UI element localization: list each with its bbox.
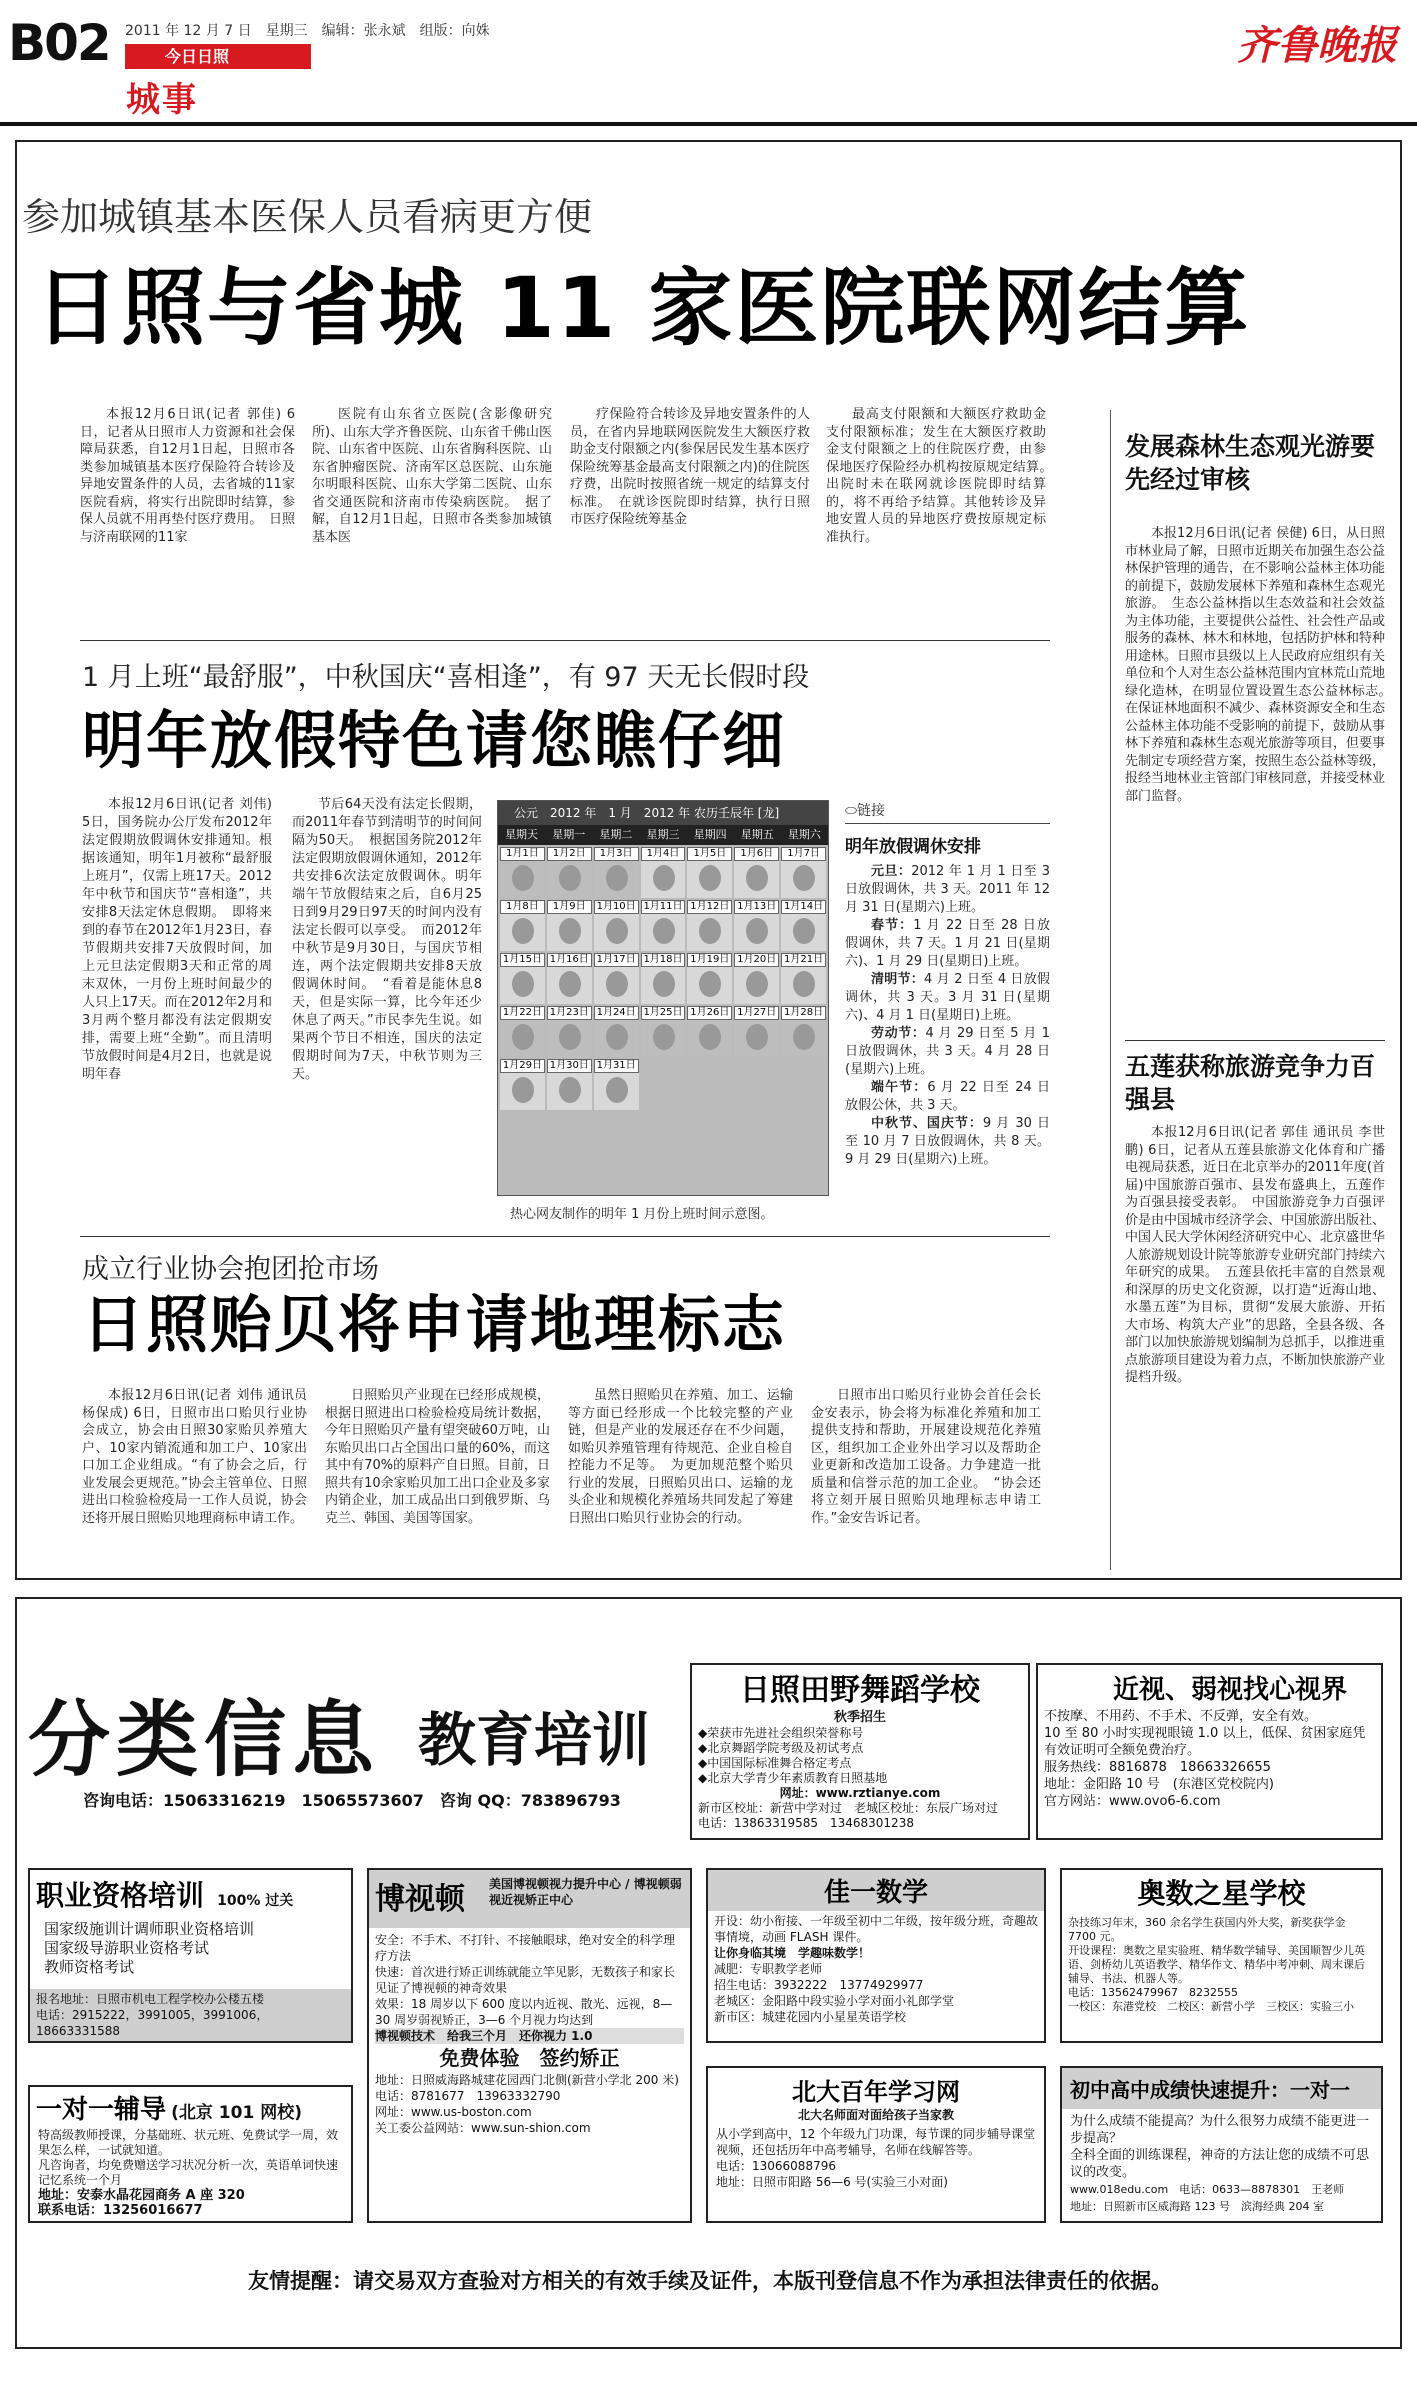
ad-jiayi-title: 佳一数学 [708, 1870, 1044, 1911]
ad-line: 网址：www.us-boston.com [375, 2105, 532, 2119]
article3-kicker: 成立行业协会抱团抢市场 [82, 1254, 379, 1285]
calendar-day [547, 847, 592, 898]
ad-dance-school [690, 1663, 1030, 1840]
cartoon-figure-icon [559, 918, 581, 944]
calendar-day-label: 1月22日 [500, 1006, 545, 1020]
holiday-name: 劳动节： [871, 1026, 926, 1041]
cartoon-figure-icon [606, 1024, 628, 1050]
side1-body-text: 本报12月6日讯(记者 侯健) 6日，从日照市林业局了解，日照市近期关布加强生态公益林保护管理的通告，在不影响公益林主体功能的前提下，鼓励发展林下养殖和森林生态观光旅游。 生态公益林指以生态效益和社会效益为主体功能，主要提供公益性、社会性产品或服务的森林、林木和林地，包括防护林和特种用途林。日照市县级以上人民政府应组织有关单位和个人对生态公益林范围内宜林荒山荒地绿化造林，在明显位置设置生态公益林标志。 在保证林地面积不减少、森林资源安全和生态公益林主体功能不受影响的前提下，鼓励从事林下养殖和森林生态观光旅游等项目，但要事先制定专项经营方案，按照生态公益林等级，报经当地林业主管部门审核同意，并接受林业部门监督。 [1125, 526, 1399, 804]
holiday-name: 清明节： [871, 972, 925, 987]
ad-line: ◆荣获市先进社会组织荣誉称号 [698, 1726, 864, 1740]
article2-headline: 明年放假特色请您瞧仔细 [82, 704, 787, 777]
ad-mathstar-title: 奥数之星学校 [1137, 1877, 1306, 1910]
ad-line: 联系电话：13256016677 [38, 2203, 203, 2218]
cartoon-figure-icon [793, 971, 815, 997]
ad-line: 电话：2915222，3991005，3991006，18663331588 [36, 2008, 269, 2038]
side2-body-text: 本报12月6日讯(记者 郭佳 通讯员 李世鹏) 6日，记者从五莲县旅游文化体育和广播电视局获悉，近日在北京举办的2011年度(首届)中国旅游百强市、县发布盛典上，五莲作为百强县接受表彰。 中国旅游竞争力百强评价是由中国城市经济学会、中国旅游出版社、中国人民大学休闲经济研究中心、北京盛世华人旅游规划设计院等旅游专业研究部门持续六年研究的成果。 五莲县依托丰富的自然景观和深厚的历史文化资源，以打造“近海山地、水墨五莲”为目标，贯彻“发展大旅游、开拓大市场、构筑大产业”的思路，全县各级、各部门以加快旅游规划编制为总抓手，以推进重点旅游项目建设为着力点，不断加快旅游产业提档升级。 [1125, 1125, 1386, 1385]
ad-career-title: 职业资格培训 [36, 1879, 205, 1912]
article3-col1-text: 本报12月6日讯(记者 刘伟 通讯员 杨保成) 6日，日照市出口贻贝行业协会成立，协会由日照30家贻贝养殖大户、10家内销流通和加工户、10家出口加工企业组成。“有了协会之后，行业发展会更规范。”协会主管单位、日照进出口检验检疫局一工作人员说，协会还将开展日照贻贝地理商标申请工作。 [82, 1388, 307, 1526]
legal-notice: 友情提醒：请交易双方查验对方相关的有效手续及证件，本版刊登信息不作为承担法律责任的依据。 [248, 2269, 1172, 2293]
holiday-name: 春节： [871, 918, 914, 933]
ad-grades-title: 初中高中成绩快速提升：一对一 [1062, 2068, 1381, 2109]
calendar-day [500, 900, 545, 951]
calendar-day-label: 1月8日 [500, 900, 545, 914]
cartoon-figure-icon [559, 1024, 581, 1050]
ad-vision-title: 近视、弱视找心视界 [1113, 1675, 1348, 1705]
cartoon-figure-icon [699, 918, 721, 944]
article1-rule [80, 640, 1050, 641]
ad-one-on-one [28, 2085, 353, 2223]
calendar-dayname: 星期二 [599, 828, 633, 841]
ad-line: 地址：日照威海路城建花园西门北侧(新营小学北 200 米) [375, 2073, 679, 2087]
calendar-dayname: 星期天 [505, 828, 539, 841]
article1-col2-text: 医院有山东省立医院(含影像研究所)、山东大学齐鲁医院、山东省千佛山医院、山东省中医院、山东省胸科医院、山东省肿瘤医院、济南军区总医院、山东施尔明眼科医院、山东大学第二医院、山东省交通医院和济南市传染病医院。 据了解，自12月1日起，日照市各类参加城镇基本医 [312, 407, 552, 545]
link-title: 明年放假调休安排 [845, 837, 981, 857]
section-name: 城事 [126, 80, 198, 120]
calendar-day [734, 1006, 779, 1057]
calendar-dayname: 星期一 [552, 828, 586, 841]
holiday-item [845, 863, 1050, 917]
article1-col3 [570, 406, 810, 529]
calendar-day-label: 1月13日 [734, 900, 779, 914]
ad-career-head [30, 1870, 351, 1918]
calendar-day-label: 1月29日 [500, 1059, 545, 1073]
ad-line: 国家级导游职业资格考试 [44, 1939, 210, 1957]
holiday-link-box [845, 800, 1050, 1169]
ad-boston-title: 博视顿 [375, 1882, 465, 1917]
ad-line: ◆北京舞蹈学院考级及初试考点 [698, 1741, 864, 1755]
calendar-day [734, 953, 779, 1004]
calendar-day-label: 1月31日 [594, 1059, 639, 1073]
ad-line: 关工委公益网站：www.sun-shion.com [375, 2121, 591, 2135]
calendar-day-label: 1月17日 [594, 953, 639, 967]
calendar-day-label: 1月25日 [641, 1006, 686, 1020]
calendar-day [781, 953, 826, 1004]
calendar-day-label: 1月14日 [781, 900, 826, 914]
ad-peking-sub: 北大名师面对面给孩子当家教 [797, 2108, 954, 2122]
calendar-day [781, 1006, 826, 1057]
calendar-day [500, 1006, 545, 1057]
cartoon-figure-icon [512, 1024, 534, 1050]
ad-line: ◆北京大学青少年素质教育日照基地 [698, 1771, 888, 1785]
cartoon-figure-icon [512, 865, 534, 891]
ad-one-head [30, 2087, 351, 2128]
calendar-dayname: 星期五 [740, 828, 774, 841]
ad-line: 让你身临其境 学趣味数学！ [714, 1946, 871, 1960]
ad-dance-sub: 秋季招生 [833, 1710, 886, 1725]
calendar-day [641, 953, 686, 1004]
article3-col2 [325, 1387, 550, 1527]
ad-line: 地址：金阳路 10 号 (东港区党校院内) [1044, 1777, 1274, 1792]
ad-line: 服务热线：8816878 18663326655 [1044, 1760, 1271, 1775]
ad-line: 网址：www.rztianye.com [779, 1786, 941, 1800]
article1-headline: 日照与省城 11 家医院联网结算 [35, 259, 1251, 357]
cartoon-figure-icon [746, 918, 768, 944]
ad-boston-lines [369, 1928, 690, 2140]
ad-one-title: 一对一辅导 [36, 2095, 167, 2125]
calendar-day-label: 1月10日 [594, 900, 639, 914]
ad-line: 减肥：专职教学老师 [714, 1962, 823, 1976]
calendar-day [594, 1006, 639, 1057]
ad-boston-sub: 美国博视顿视力提升中心 / 博视顿弱视近视矫正中心 [489, 1877, 682, 1907]
article1-col2 [312, 406, 552, 546]
ad-career-lines [30, 1918, 351, 1979]
ad-line: 为什么成绩不能提高？为什么很努力成绩不能更进一步提高？ [1070, 2114, 1370, 2146]
article3-col3-text: 虽然日照贻贝在养殖、加工、运输等方面已经形成一个比较完整的产业链，但是产业的发展还存在不少问题，如贻贝养殖管理有待规范、企业自检自控能力不足等。 为更加规范整个贻贝行业的发展，日照贻贝出口、运输的龙头企业和规模化养殖场共同发起了筹建日照出口贻贝行业协会的行动。 [568, 1388, 793, 1526]
ad-line: 新市区：城建花园内小星星英语学校 [714, 2010, 907, 2024]
calendar-day [547, 953, 592, 1004]
calendar-day [500, 1059, 545, 1110]
ad-one-sub: (北京 101 网校) [171, 2103, 302, 2123]
ad-one-lines [30, 2128, 351, 2218]
ad-line: 电话：13066088796 [716, 2159, 836, 2173]
holiday-name: 中秋节、国庆节： [871, 1116, 983, 1131]
calendar-day-label: 1月30日 [547, 1059, 592, 1073]
ad-line: 快速：首次进行矫正训练就能立竿见影，无数孩子和家长见证了博视顿的神奇效果 [375, 1965, 676, 1995]
side-rule [1125, 1040, 1385, 1041]
calendar-day-label: 1月4日 [641, 847, 686, 861]
ad-line: 电话：8781677 13963332790 [375, 2089, 561, 2103]
ad-line: 地址：安泰水晶花园商务 A 座 320 [38, 2188, 245, 2203]
calendar-day [781, 900, 826, 951]
ad-line: 杂技练习年末，360 余名学生获国内外大奖，新奖获学金 7700 元。 [1068, 1916, 1346, 1943]
calendar-day-label: 1月26日 [687, 1006, 732, 1020]
holiday-item [845, 1025, 1050, 1079]
cartoon-figure-icon [699, 1024, 721, 1050]
cartoon-figure-icon [606, 1077, 628, 1103]
holiday-item [845, 1079, 1050, 1115]
cartoon-figure-icon [653, 865, 675, 891]
holiday-calendar [497, 800, 829, 1196]
cartoon-figure-icon [606, 918, 628, 944]
calendar-day-label: 1月19日 [687, 953, 732, 967]
calendar-header: 公元 2012 年 1 月 2012 年 农历壬辰年 [龙] [498, 801, 828, 825]
ad-line: 招生电话：3932222 13774929977 [714, 1978, 924, 1992]
ad-grades-lines [1062, 2109, 1381, 2219]
calendar-day [641, 1006, 686, 1057]
holiday-text: 4 月 2 日至 4 日放假调休，共 3 天。3 月 31 日(星期六)、4 月 1 日(星期日)上班。 [845, 972, 1050, 1023]
link-label [845, 800, 1050, 824]
ad-dance-title: 日照田野舞蹈学校 [740, 1673, 980, 1708]
article3-col4 [811, 1387, 1041, 1527]
article2-col1 [82, 796, 272, 1084]
cartoon-figure-icon [793, 865, 815, 891]
cartoon-figure-icon [512, 918, 534, 944]
holiday-text: 6 月 22 日至 24 日放假公休，共 3 天。 [845, 1080, 1050, 1113]
ad-vision [1036, 1663, 1383, 1840]
cartoon-figure-icon [559, 971, 581, 997]
cartoon-figure-icon [746, 971, 768, 997]
calendar-day [594, 1059, 639, 1110]
ad-line: 免费体验 签约矫正 [439, 2046, 620, 2070]
cartoon-figure-icon [653, 918, 675, 944]
calendar-day-label: 1月11日 [641, 900, 686, 914]
ad-line: 全科全面的训练课程，神奇的方法让您的成绩不可思议的改变。 [1070, 2148, 1370, 2180]
cartoon-figure-icon [746, 865, 768, 891]
holiday-text: 4 月 29 日至 5 月 1 日放假调休，共 3 天。4 月 28 日(星期六)上班。 [845, 1026, 1050, 1077]
cartoon-figure-icon [606, 865, 628, 891]
article2-rule [80, 1236, 1050, 1237]
calendar-day-label: 1月16日 [547, 953, 592, 967]
holiday-item [845, 1115, 1050, 1169]
ad-peking [706, 2066, 1046, 2223]
ad-line: 不按摩、不用药、不手术、不反弹，安全有效。 [1044, 1709, 1318, 1724]
link-icon: ⬭ [845, 803, 857, 819]
ad-line: 报名地址：日照市机电工程学校办公楼五楼 [36, 1992, 265, 2006]
article1-col4 [826, 406, 1060, 546]
cartoon-figure-icon [699, 971, 721, 997]
article2-kicker: 1 月上班“最舒服”，中秋国庆“喜相逢”，有 97 天无长假时段 [82, 662, 810, 693]
holiday-item [845, 917, 1050, 971]
calendar-day [594, 847, 639, 898]
calendar-day [641, 847, 686, 898]
article2-col2 [292, 796, 482, 1084]
cartoon-figure-icon [793, 1024, 815, 1050]
banner-phone: 咨询电话：15063316219 15065573607 咨询 QQ：783896793 [83, 1791, 621, 1810]
cartoon-figure-icon [746, 1024, 768, 1050]
calendar-day-label: 1月23日 [547, 1006, 592, 1020]
banner-big: 分类信息 [28, 1693, 381, 1788]
calendar-day [687, 847, 732, 898]
article1-kicker: 参加城镇基本医保人员看病更方便 [22, 195, 593, 239]
ad-line: 地址：日照市阳路 56—6 号(实验三小对面) [716, 2175, 948, 2189]
article1-col1 [80, 406, 295, 546]
holiday-name: 端午节： [871, 1080, 928, 1095]
ad-jiayi-math [706, 1868, 1046, 2043]
ad-boston [367, 1868, 692, 2223]
calendar-day-label: 1月9日 [547, 900, 592, 914]
ad-line: 国家级施训计调师职业资格培训 [44, 1920, 255, 1938]
calendar-day [734, 847, 779, 898]
side2-body [1125, 1124, 1385, 1387]
calendar-day [500, 847, 545, 898]
calendar-day [641, 900, 686, 951]
ad-career [28, 1868, 353, 2043]
ad-line: 开设课程：奥数之星实验班、精华数学辅导、美国顺智少儿英语、剑桥幼儿英语教学、精华作文、精华中考冲刺、周末课后辅导、书法、机器人等。 [1068, 1944, 1365, 1985]
holiday-text: 1 月 22 日至 28 日放假调休，共 7 天。1 月 21 日(星期六)、1 月 29 日(星期日)上班。 [845, 918, 1050, 969]
ad-line: 一校区：东港党校 二校区：新营小学 三校区：实验三小 [1068, 2000, 1354, 2013]
calendar-day-label: 1月12日 [687, 900, 732, 914]
ad-dance-lines [692, 1726, 1028, 1831]
ad-line: 新市区校址：新营中学对过 老城区校址：东辰广场对过 [698, 1801, 999, 1815]
calendar-day-label: 1月27日 [734, 1006, 779, 1020]
ad-line: 教师资格考试 [44, 1958, 135, 1976]
header-rule [0, 122, 1417, 126]
article3-col1 [82, 1387, 307, 1527]
calendar-day [687, 953, 732, 1004]
calendar-day-label: 1月24日 [594, 1006, 639, 1020]
article3-headline: 日照贻贝将申请地理标志 [82, 1288, 787, 1361]
cartoon-figure-icon [653, 971, 675, 997]
cartoon-figure-icon [512, 971, 534, 997]
calendar-day-label: 1月20日 [734, 953, 779, 967]
calendar-dayname: 星期三 [646, 828, 680, 841]
calendar-dayname: 星期六 [787, 828, 821, 841]
ad-line: 电话：13863319585 13468301238 [698, 1816, 914, 1830]
cartoon-figure-icon [606, 971, 628, 997]
ad-career-sub: 100% 过关 [217, 1893, 294, 1909]
article1-col1-text: 本报12月6日讯(记者 郭佳) 6日，记者从日照市人力资源和社会保障局获悉，自12月1日起，日照市各类参加城镇基本医疗保险符合转诊及异地安置条件的人员，去省城的11家医院看病，将实行出院即时结算，参保人员就不用再垫付医疗费用。 日照与济南联网的11家 [80, 407, 295, 545]
ad-mathstar-lines [1062, 1914, 1381, 2016]
ad-line: 从小学到高中，12 个年级九门功课，每节课的同步辅导课堂视频，还包括历年中高考辅导，名师在线解答等。 [716, 2127, 1036, 2157]
calendar-daynames [498, 825, 828, 845]
calendar-day-label: 1月28日 [781, 1006, 826, 1020]
holiday-list [845, 863, 1050, 1169]
side1-body [1125, 525, 1399, 805]
calendar-day-label: 1月3日 [594, 847, 639, 861]
calendar-day-label: 1月15日 [500, 953, 545, 967]
calendar-day-label: 1月1日 [500, 847, 545, 861]
calendar-day [781, 847, 826, 898]
calendar-day-label: 1月5日 [687, 847, 732, 861]
calendar-day-label: 1月21日 [781, 953, 826, 967]
ad-jiayi-lines [708, 1911, 1044, 2027]
ad-line: 电话：13562479967 8232555 [1068, 1986, 1238, 1999]
calendar-day [500, 953, 545, 1004]
calendar-day-label: 1月18日 [641, 953, 686, 967]
calendar-day [547, 1059, 592, 1110]
ad-vision-lines [1038, 1708, 1381, 1810]
ad-line: www.018edu.com 电话：0633—8878301 王老师 [1070, 2183, 1345, 2196]
holiday-item [845, 971, 1050, 1025]
calendar-day [547, 1006, 592, 1057]
ad-line: 特高级教师授课，分基础班、状元班、免费试学一周，效果怎么样，一试就知道。 [38, 2128, 339, 2157]
ad-line: 开设：幼小衔接、一年级至初中二年级，按年级分班，奇趣故事情境，动画 FLASH 课件。 [714, 1914, 1039, 1944]
classifieds-banner [28, 1663, 688, 1840]
cartoon-figure-icon [559, 865, 581, 891]
ad-line: ◆中国国际标准舞合格定考点 [698, 1756, 852, 1770]
newspaper-logo: 齐鲁晚报 [1237, 22, 1397, 69]
calendar-day [594, 953, 639, 1004]
page-number: B02 [8, 14, 110, 72]
calendar-day [547, 900, 592, 951]
sidebar-divider [1110, 410, 1111, 1570]
article2-col2-text: 节后64天没有法定长假期，而2011年春节到清明节的时间间隔为50天。 根据国务院2012年法定假期放假调休通知，2012年共安排6次法定放假调休。明年端午节放假结束之后，自6月25日到9月29日97天的时间内没有法定长假可以享受。 而2012年中秋节是9月30日，与国庆节相连，两个法定假期共安排8天放假调休时间。 “看着是能休息8天，但是实际一算，比今年还少休息了两天。”市民李先生说。如果两个节日不相连，国庆的法定假期时间为7天，中秋节则为三天。 [292, 797, 482, 1082]
calendar-day-label: 1月6日 [734, 847, 779, 861]
side1-title: 发展森林生态观光游要先经过审核 [1125, 432, 1376, 494]
section-tag: 今日日照 [125, 44, 311, 69]
calendar-grid [498, 845, 828, 1112]
article3-col4-text: 日照市出口贻贝行业协会首任会长金安表示，协会将为标准化养殖和加工提供支持和帮助，开展建设规范化养殖区，组织加工企业外出学习以及帮助企业更新和改造加工设备。力争建造一批质量和信誉示范的加工企业。 “协会还将立刻开展日照贻贝地理标志申请工作。”金安告诉记者。 [811, 1388, 1041, 1526]
cartoon-figure-icon [559, 1077, 581, 1103]
cartoon-figure-icon [699, 865, 721, 891]
ad-line: 老城区：金阳路中段实验小学对面小礼郎学堂 [714, 1994, 955, 2008]
holiday-name: 元旦： [871, 864, 912, 879]
banner-small: 教育培训 [418, 1706, 651, 1774]
article3-col2-text: 日照贻贝产业现在已经形成规模，根据日照进出口检验检疫局统计数据，今年日照贻贝产量有望突破60万吨，山东贻贝出口占全国出口量的60%，而这其中有70%的原料产自日照。目前，日照共有10余家贻贝加工出口企业及多家内销企业，加工成品出口到俄罗斯、乌克兰、韩国、美国等国家。 [325, 1388, 550, 1526]
ad-line: 效果：18 周岁以下 600 度以内近视、散光、远视，8—30 周岁弱视矫正，3—6 个月视力均达到 [375, 1997, 673, 2027]
ad-line: 官方网站：www.ovo6-6.com [1044, 1794, 1221, 1809]
ad-math-star [1060, 1868, 1383, 2043]
article2-col1-text: 本报12月6日讯(记者 刘伟) 5日，国务院办公厅发布2012年法定假期放假调休安排通知。根据该通知，明年1月被称“最舒服上班月”，仅需上班17天。2012年中秋节和国庆节“喜相逢”，共安排8天法定休息假期。 即将来到的春节在2012年1月23日，春节假期共安排7天放假时间，加上元旦法定假期3天和正常的周末双休，一月份上班时间最少的人只上17天。而在2012年2月和3月两个整月都没有法定假期安排，需要上班“全勤”。而且清明节放假时间是4月2日，也就是说明年春 [82, 797, 272, 1082]
calendar-dayname: 星期四 [693, 828, 727, 841]
ad-peking-lines [708, 2124, 1044, 2192]
article1-col4-text: 最高支付限额和大额医疗救助金支付限额标准；发生在大额医疗救助金支付限额之上的住院医疗费，由参保地医疗保险经办机构按原规定结算。 出院时未在联网就诊医院即时结算的，将不再给予结算。其他转诊及异地安置人员的异地医疗费按原规定标准执行。 [826, 407, 1060, 545]
article1-col3-text: 疗保险符合转诊及异地安置条件的人员，在省内异地联网医院发生大额医疗救助金支付限额之内(参保居民发生基本医疗保险统筹基金最高支付限额之内)的住院医疗费，出院时按照省统一规定的结算支付标准。 在就诊医院即时结算，执行日照市医疗保险统筹基金 [570, 407, 810, 527]
calendar-day-label: 1月7日 [781, 847, 826, 861]
date-line: 2011 年 12 月 7 日 星期三 编辑：张永斌 组版：向姝 [125, 23, 490, 39]
link-label-text: 链接 [856, 803, 885, 819]
cartoon-figure-icon [793, 918, 815, 944]
holiday-text: 9 月 30 日至 10 月 7 日放假调休，共 8 天。9 月 29 日(星期六)上班。 [845, 1116, 1050, 1167]
ad-boston-head [369, 1870, 690, 1928]
side2-title: 五莲获称旅游竞争力百强县 [1125, 1052, 1376, 1114]
calendar-day [687, 1006, 732, 1057]
calendar-day [687, 900, 732, 951]
holiday-text: 2012 年 1 月 1 日至 3 日放假调休，共 3 天。2011 年 12 月 31 日(星期六)上班。 [845, 864, 1050, 915]
ad-line: 地址：日照新市区威海路 123 号 滨海经典 204 室 [1070, 2200, 1324, 2213]
cartoon-figure-icon [653, 1024, 675, 1050]
cartoon-figure-icon [512, 1077, 534, 1103]
calendar-caption: 热心网友制作的明年 1 月份上班时间示意图。 [510, 1207, 774, 1222]
article3-col3 [568, 1387, 793, 1527]
ad-grades [1060, 2066, 1383, 2223]
ad-line: 安全：不手术、不打针、不接触眼球，绝对安全的科学理疗方法 [375, 1933, 676, 1963]
calendar-day [594, 900, 639, 951]
ad-line: 凡咨询者，均免费赠送学习状况分析一次，英语单词快速记忆系统一个月 [38, 2158, 339, 2187]
ad-peking-title: 北大百年学习网 [792, 2078, 960, 2106]
calendar-day-label: 1月2日 [547, 847, 592, 861]
calendar-day [734, 900, 779, 951]
ad-line: 博视顿技术 给我三个月 还你视力 1.0 [375, 2028, 684, 2044]
ad-line: 10 至 80 小时实现视眼镜 1.0 以上，低保、贫困家庭凭有效证明可全额免费治疗。 [1044, 1726, 1366, 1758]
ad-career-footer [30, 1989, 351, 2041]
